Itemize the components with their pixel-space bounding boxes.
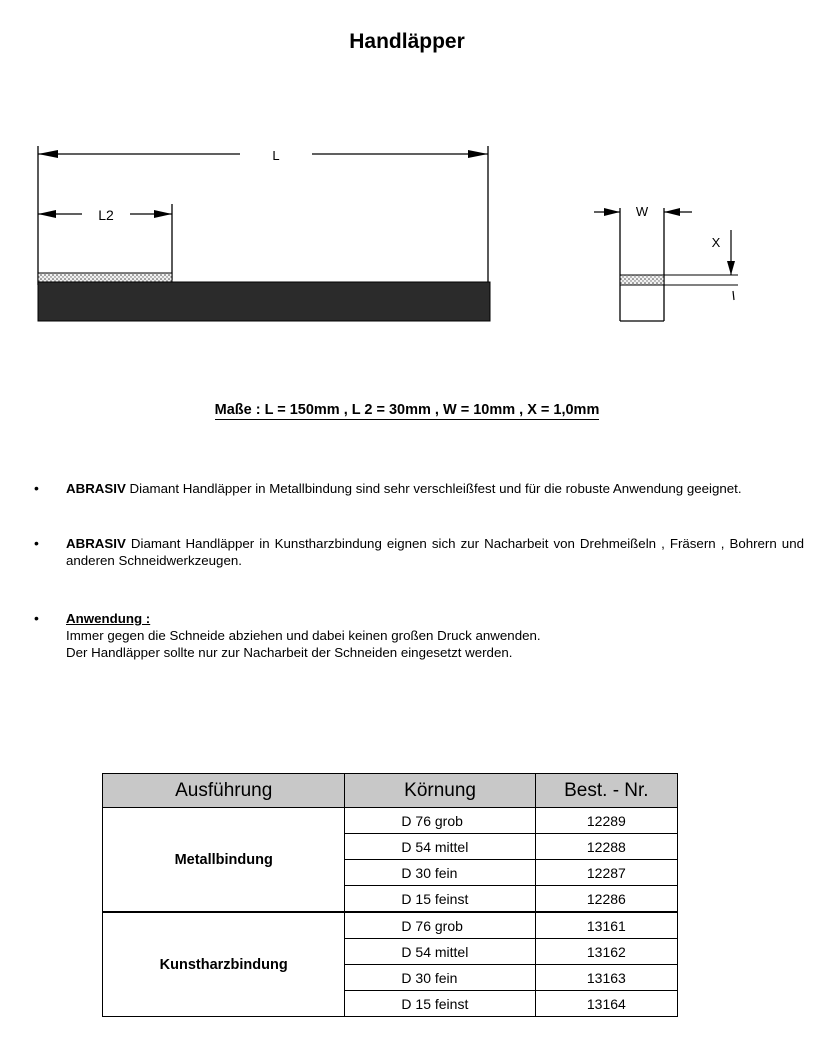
header-koernung: Körnung	[345, 774, 535, 808]
page-title: Handläpper	[349, 30, 465, 53]
bullet-metallbindung	[34, 480, 804, 497]
bullet-anwendung	[34, 610, 804, 661]
bullet-body: Diamant Handläpper in Metallbindung sind sehr verschleißfest und für die robuste Anwendung geeignet.	[125, 481, 742, 496]
grain-cell: D 54 mittel	[345, 834, 535, 860]
order-number-cell: 12289	[535, 808, 677, 834]
end-abrasive-layer	[620, 275, 664, 285]
order-number-cell: 13162	[535, 939, 677, 965]
brand-name: ABRASIV	[66, 481, 126, 496]
anwendung-line-2: Der Handläpper sollte nur zur Nacharbeit der Schneiden eingesetzt werden.	[66, 645, 513, 660]
brand-name: ABRASIV	[66, 536, 126, 551]
dimensions-text: Maße : L = 150mm , L 2 = 30mm , W = 10mm , X = 1,0mm	[214, 402, 600, 418]
grain-cell: D 15 feinst	[345, 991, 535, 1017]
bullet-kunstharzbindung	[34, 535, 804, 569]
header-best-nr: Best. - Nr.	[535, 774, 677, 808]
header-ausfuehrung: Ausführung	[103, 774, 345, 808]
abrasive-layer	[38, 273, 172, 282]
order-table	[102, 773, 678, 1017]
bullet-text	[66, 535, 804, 569]
end-view	[594, 204, 738, 321]
label-W: W	[635, 204, 649, 219]
metal-body	[38, 282, 490, 321]
grain-cell: D 30 fein	[345, 965, 535, 991]
grain-cell: D 54 mittel	[345, 939, 535, 965]
technical-drawing	[0, 130, 814, 330]
order-number-cell: 12288	[535, 834, 677, 860]
anwendung-line-1: Immer gegen die Schneide abziehen und dabei keinen großen Druck anwenden.	[66, 628, 541, 643]
label-X: X	[711, 235, 721, 250]
group-kunstharzbindung: Kunstharzbindung	[103, 912, 345, 1017]
label-L2: L2	[98, 207, 114, 223]
bullet-dot: •	[34, 535, 39, 551]
table-row	[103, 808, 678, 834]
order-number-cell: 13164	[535, 991, 677, 1017]
order-number-cell: 12286	[535, 886, 677, 913]
bullet-dot: •	[34, 480, 39, 496]
table-header-row	[103, 774, 678, 808]
order-number-cell: 13161	[535, 912, 677, 939]
grain-cell: D 30 fein	[345, 860, 535, 886]
grain-cell: D 76 grob	[345, 912, 535, 939]
table-row	[103, 912, 678, 939]
group-metallbindung: Metallbindung	[103, 808, 345, 913]
dimensions-line	[0, 402, 814, 418]
anwendung-heading: Anwendung :	[66, 611, 151, 626]
order-number-cell: 12287	[535, 860, 677, 886]
bullet-dot: •	[34, 610, 39, 626]
label-L: L	[272, 148, 280, 163]
bullet-body: Diamant Handläpper in Kunstharzbindung eignen sich zur Nacharbeit von Drehmeißeln , Fräsern , Bohrern und anderen Schneidwerkzeugen.	[66, 536, 804, 568]
order-number-cell: 13163	[535, 965, 677, 991]
bullet-text	[66, 480, 804, 497]
grain-cell: D 76 grob	[345, 808, 535, 834]
side-view	[38, 146, 490, 321]
grain-cell: D 15 feinst	[345, 886, 535, 913]
